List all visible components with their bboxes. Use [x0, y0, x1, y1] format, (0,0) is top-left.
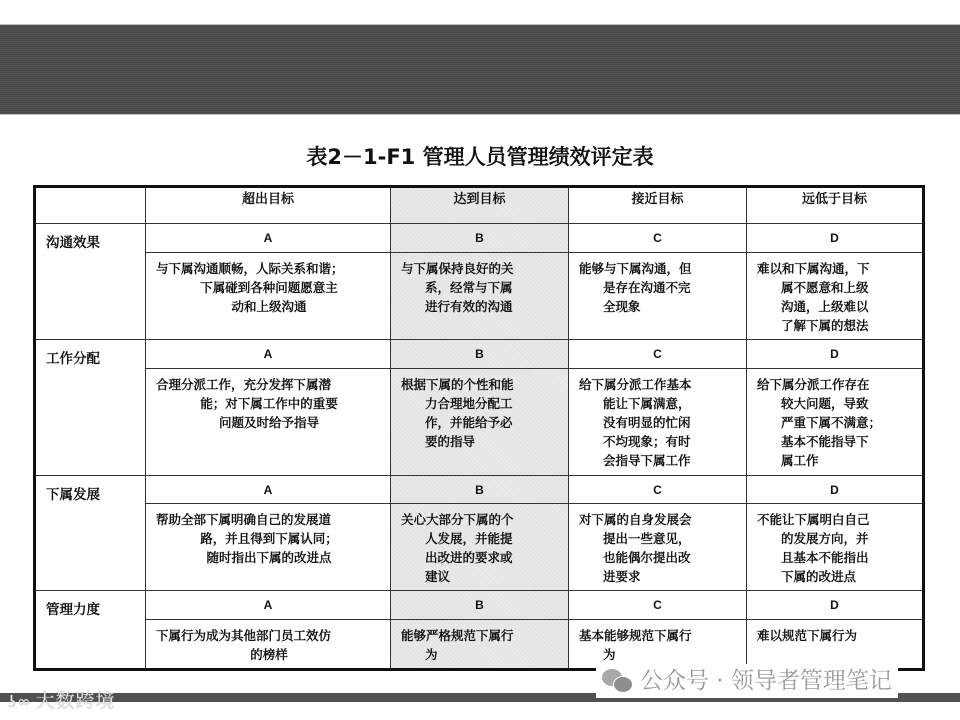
grade-cell: B	[391, 591, 569, 620]
description-line: 合理分派工作，充分发挥下属潜	[156, 377, 332, 392]
description-text	[146, 620, 390, 668]
header-cell-meets: 达到目标	[391, 187, 569, 224]
description-text	[747, 369, 922, 474]
grade-cell: C	[569, 224, 747, 253]
description-line: 没有明显的忙闲	[603, 415, 691, 430]
description-row	[35, 253, 924, 340]
watermark	[596, 664, 898, 698]
description-line: 系，经常与下属	[425, 280, 513, 295]
description-line: 帮助全部下属明确自己的发展道	[156, 512, 332, 527]
grade-cell: C	[569, 591, 747, 620]
header-cell-far-below: 远低于目标	[747, 187, 924, 224]
description-line: 为	[603, 647, 616, 662]
description-line: 能让下属满意，	[603, 396, 691, 411]
header-row	[35, 187, 924, 224]
description-line: 的榜样	[250, 647, 288, 662]
brand-logo	[8, 686, 116, 713]
category-cell: 管理力度	[35, 591, 146, 670]
description-line: 问题及时给予指导	[218, 415, 319, 430]
description-line: 难以和下属沟通，下	[757, 261, 870, 276]
description-line: 不均现象；有时	[603, 434, 691, 449]
description-line: 要的指导	[425, 434, 476, 449]
grade-cell: D	[747, 340, 924, 369]
grade-row	[35, 224, 924, 253]
description-line: 也能偶尔提出改	[603, 550, 691, 565]
description-line: 力合理地分配工	[425, 396, 513, 411]
description-cell	[146, 620, 391, 670]
category-cell: 下属发展	[35, 476, 146, 591]
brand-logo-icon: ʖ∞	[8, 692, 32, 711]
description-line: 下属的改进点	[781, 569, 857, 584]
description-cell	[747, 253, 924, 340]
description-text	[569, 369, 746, 474]
description-line: 出改进的要求或	[425, 550, 513, 565]
evaluation-table-container	[33, 185, 925, 671]
description-cell	[747, 504, 924, 591]
description-text	[146, 504, 390, 571]
grade-cell: D	[747, 476, 924, 504]
grade-cell: B	[391, 224, 569, 253]
description-cell	[146, 369, 391, 476]
description-cell	[391, 253, 569, 340]
grade-cell: D	[747, 591, 924, 620]
description-line: 下属碰到各种问题愿意主	[200, 280, 338, 295]
description-line: 关心大部分下属的个	[401, 512, 514, 527]
description-row	[35, 369, 924, 476]
description-row	[35, 620, 924, 670]
description-cell	[569, 369, 747, 476]
description-line: 全现象	[603, 299, 641, 314]
category-cell: 工作分配	[35, 340, 146, 476]
grade-cell: B	[391, 340, 569, 369]
description-line: 沟通，上级难以	[781, 299, 869, 314]
description-text	[146, 369, 390, 436]
description-line: 且基本不能指出	[781, 550, 869, 565]
description-text	[569, 620, 746, 668]
grade-cell: C	[569, 340, 747, 369]
description-line: 属工作	[781, 453, 819, 468]
grade-row	[35, 591, 924, 620]
grade-cell: A	[146, 224, 391, 253]
description-text	[569, 253, 746, 320]
description-line: 的发展方向，并	[781, 531, 869, 546]
description-line: 给下属分派工作存在	[757, 377, 870, 392]
description-line: 建议	[425, 569, 451, 584]
description-line: 能够严格规范下属行	[401, 628, 514, 643]
grade-row	[35, 340, 924, 369]
grade-cell: B	[391, 476, 569, 504]
description-text	[391, 504, 568, 590]
description-line: 严重下属不满意；	[781, 415, 882, 430]
description-line: 会指导下属工作	[603, 453, 691, 468]
description-cell	[569, 504, 747, 591]
description-text	[747, 504, 922, 590]
header-cell-empty	[35, 187, 146, 224]
description-cell	[146, 504, 391, 591]
description-line: 了解下属的想法	[781, 318, 869, 333]
grade-cell: A	[146, 476, 391, 504]
description-line: 人发展，并能提	[425, 531, 513, 546]
description-cell	[146, 253, 391, 340]
description-line: 能够与下属沟通，但	[579, 261, 692, 276]
description-text	[747, 620, 922, 649]
watermark-text: 公众号 · 领导者管理笔记	[640, 668, 892, 694]
description-line: 与下属保持良好的关	[401, 261, 514, 276]
description-text	[747, 253, 922, 339]
description-line: 给下属分派工作基本	[579, 377, 692, 392]
description-line: 为	[425, 647, 438, 662]
description-cell	[747, 369, 924, 476]
description-line: 不能让下属明白自己	[757, 512, 870, 527]
description-line: 是存在沟通不完	[603, 280, 691, 295]
description-text	[391, 253, 568, 320]
description-line: 能；对下属工作中的重要	[200, 396, 338, 411]
description-cell	[747, 620, 924, 670]
description-line: 提出一些意见，	[603, 531, 691, 546]
description-line: 属不愿意和上级	[781, 280, 869, 295]
grade-cell: D	[747, 224, 924, 253]
grade-cell: A	[146, 340, 391, 369]
description-line: 较大问题，导致	[781, 396, 869, 411]
description-line: 作，并能给予必	[425, 415, 513, 430]
description-line: 对下属的自身发展会	[579, 512, 692, 527]
brand-logo-text: 大数跨境	[35, 690, 116, 712]
description-text	[391, 369, 568, 455]
grade-row	[35, 476, 924, 504]
description-line: 基本能够规范下属行	[579, 628, 692, 643]
grade-cell: C	[569, 476, 747, 504]
description-line: 进行有效的沟通	[425, 299, 513, 314]
description-line: 基本不能指导下	[781, 434, 869, 449]
description-cell	[569, 620, 747, 670]
description-cell	[391, 620, 569, 670]
description-line: 难以规范下属行为	[757, 628, 858, 643]
description-cell	[569, 253, 747, 340]
description-line: 进要求	[603, 569, 641, 584]
description-line: 动和上级沟通	[231, 299, 307, 314]
header-cell-exceeds: 超出目标	[146, 187, 391, 224]
evaluation-table	[33, 185, 925, 671]
document-title: 表2－1-F1 管理人员管理绩效评定表	[306, 145, 654, 169]
description-line: 路，并且得到下属认同；	[200, 531, 338, 546]
top-banner-bar	[0, 24, 960, 115]
wechat-icon	[602, 667, 634, 695]
description-text	[146, 253, 390, 320]
description-line: 下属行为成为其他部门员工效仿	[156, 628, 332, 643]
description-line: 与下属沟通顺畅，人际关系和谐；	[156, 261, 344, 276]
header-cell-near: 接近目标	[569, 187, 747, 224]
category-cell: 沟通效果	[35, 224, 146, 340]
description-cell	[391, 369, 569, 476]
description-text	[569, 504, 746, 590]
description-text	[391, 620, 568, 668]
description-row	[35, 504, 924, 591]
description-line: 根据下属的个性和能	[401, 377, 514, 392]
grade-cell: A	[146, 591, 391, 620]
description-line: 随时指出下属的改进点	[206, 550, 332, 565]
description-cell	[391, 504, 569, 591]
